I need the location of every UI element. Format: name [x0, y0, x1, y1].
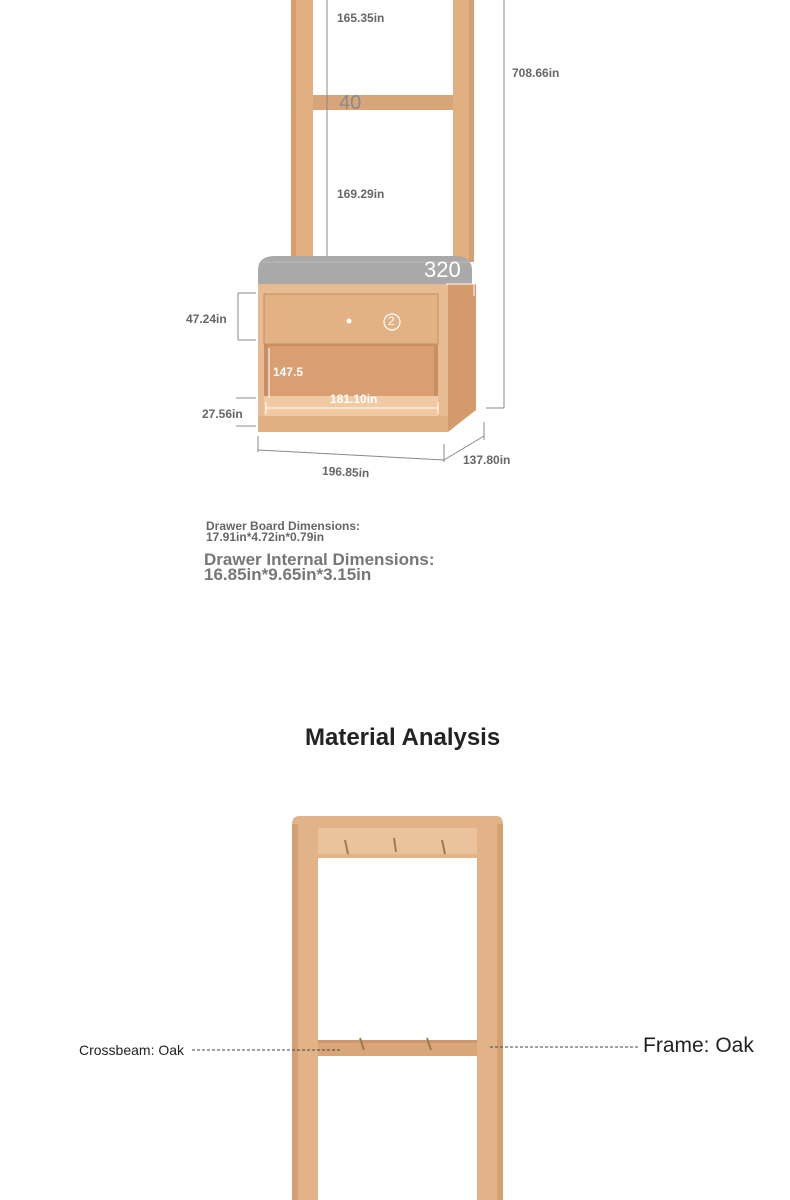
drawer-front	[264, 294, 438, 344]
left-upright-shade	[291, 0, 296, 262]
overall-depth-dimension: 137.80in	[463, 453, 511, 467]
inner-width-dimension: 181.10in	[330, 392, 378, 406]
drawer-board-label: Drawer Board Dimensions:	[206, 519, 361, 533]
right-upright-shade	[469, 0, 474, 262]
base-height-dimension: 27.56in	[202, 407, 243, 421]
total-height-dimension: 708.66in	[512, 66, 560, 80]
section-title: Material Analysis	[305, 724, 501, 751]
drawer-height-dimension: 47.24in	[186, 312, 227, 326]
drawer-number: 2	[388, 314, 395, 328]
drawer-board-value: 17.91in*4.72in*0.79in	[206, 530, 325, 544]
lower-rail-dimension: 169.29in	[337, 187, 385, 201]
cubby-height-dimension: 147.5	[273, 365, 304, 379]
crossbar	[313, 95, 453, 110]
frame-callout: Frame: Oak	[643, 1034, 754, 1057]
frame-illustration	[0, 810, 790, 1200]
overall-width-dimension: 196.85in	[321, 463, 370, 481]
dimension-drawing	[0, 0, 790, 500]
drawer-internal-label: Drawer Internal Dimensions:	[204, 550, 435, 569]
drawer-internal-note	[204, 552, 435, 582]
upper-rail-dimension: 165.35in	[337, 11, 385, 25]
seat-depth-mark: 320	[424, 257, 461, 282]
drawer-board-note	[206, 521, 360, 543]
crossbar-mark: 40	[339, 92, 362, 114]
drawer-internal-value: 16.85in*9.65in*3.15in	[204, 565, 372, 584]
drawer-knob	[347, 319, 352, 324]
crossbeam-callout: Crossbeam: Oak	[79, 1042, 185, 1058]
